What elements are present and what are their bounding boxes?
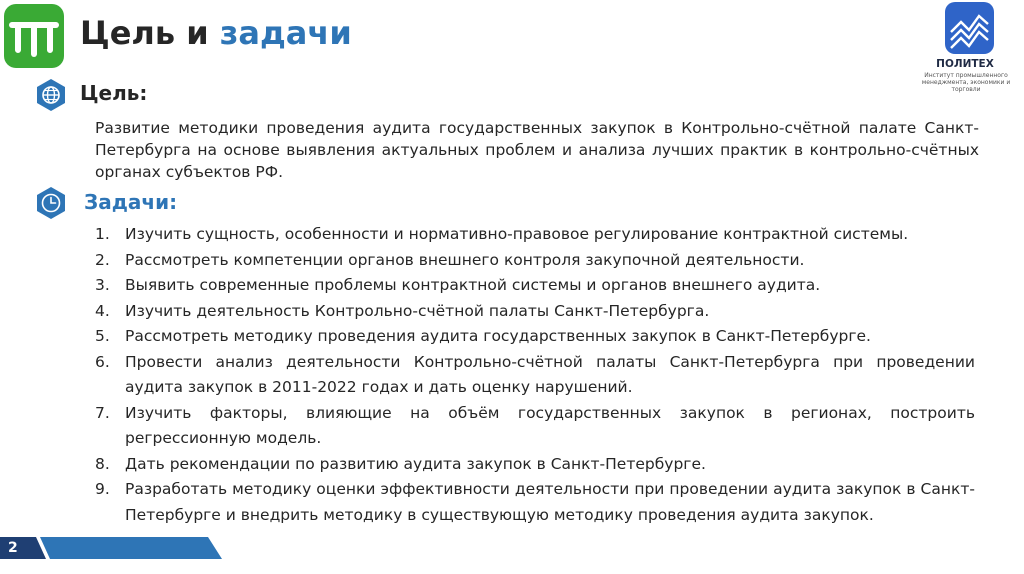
task-item: 2. Рассмотреть компетенции органов внешнего контроля закупочной деятельности.: [95, 250, 805, 269]
task-item: 8. Дать рекомендации по развитию аудита закупок в Санкт-Петербурге.: [95, 454, 706, 473]
task-item: 4. Изучить деятельность Контрольно-счётной палаты Санкт-Петербурга.: [95, 301, 710, 320]
footer-bar: [0, 537, 222, 559]
task-item: 1. Изучить сущность, особенности и нормативно-правовое регулирование контрактной системы.: [95, 225, 909, 243]
task-item: 9. Разработать методику оценки эффективности деятельности при проведении аудита закупок в Санкт-Петербурге и внедрить методику в существующую методику проведения аудита закупок.: [95, 480, 975, 524]
polytech-logo: [908, 2, 1022, 94]
logo-subtitle: Институт промышленного менеджмента, экономики и торговли: [921, 72, 1011, 93]
task-item: 5. Рассмотреть методику проведения аудита государственных закупок в Санкт-Петербурге.: [95, 327, 871, 345]
task-item: 6. Провести анализ деятельности Контрольно-счётной палаты Санкт-Петербурга при проведении аудита закупок в 2011-2022 годах и дать оценку нарушений.: [95, 352, 975, 396]
goal-heading: Цель:: [80, 81, 148, 105]
tasks-heading: Задачи:: [84, 190, 178, 214]
page-title: Цель и задачи: [80, 14, 352, 52]
globe-icon: [34, 78, 68, 112]
tasks-list: [95, 222, 975, 528]
clock-icon: [34, 186, 68, 220]
goal-text: Развитие методики проведения аудита государственных закупок в Контрольно-счётной палате Санкт-Петербурга на основе выявления актуальных проблем и анализа лучших практик в контрольно-счётных органах субъектов РФ.: [95, 119, 979, 181]
page-number: 2: [8, 540, 18, 556]
logo-name: ПОЛИТЕХ: [936, 58, 994, 70]
university-logo-icon: [4, 4, 64, 68]
task-item: 3. Выявить современные проблемы контрактной системы и органов внешнего аудита.: [95, 276, 821, 294]
task-item: 7. Изучить факторы, влияющие на объём государственных закупок в регионах, построить регрессионную модель.: [95, 403, 975, 447]
polytech-graph-icon: [945, 2, 994, 54]
